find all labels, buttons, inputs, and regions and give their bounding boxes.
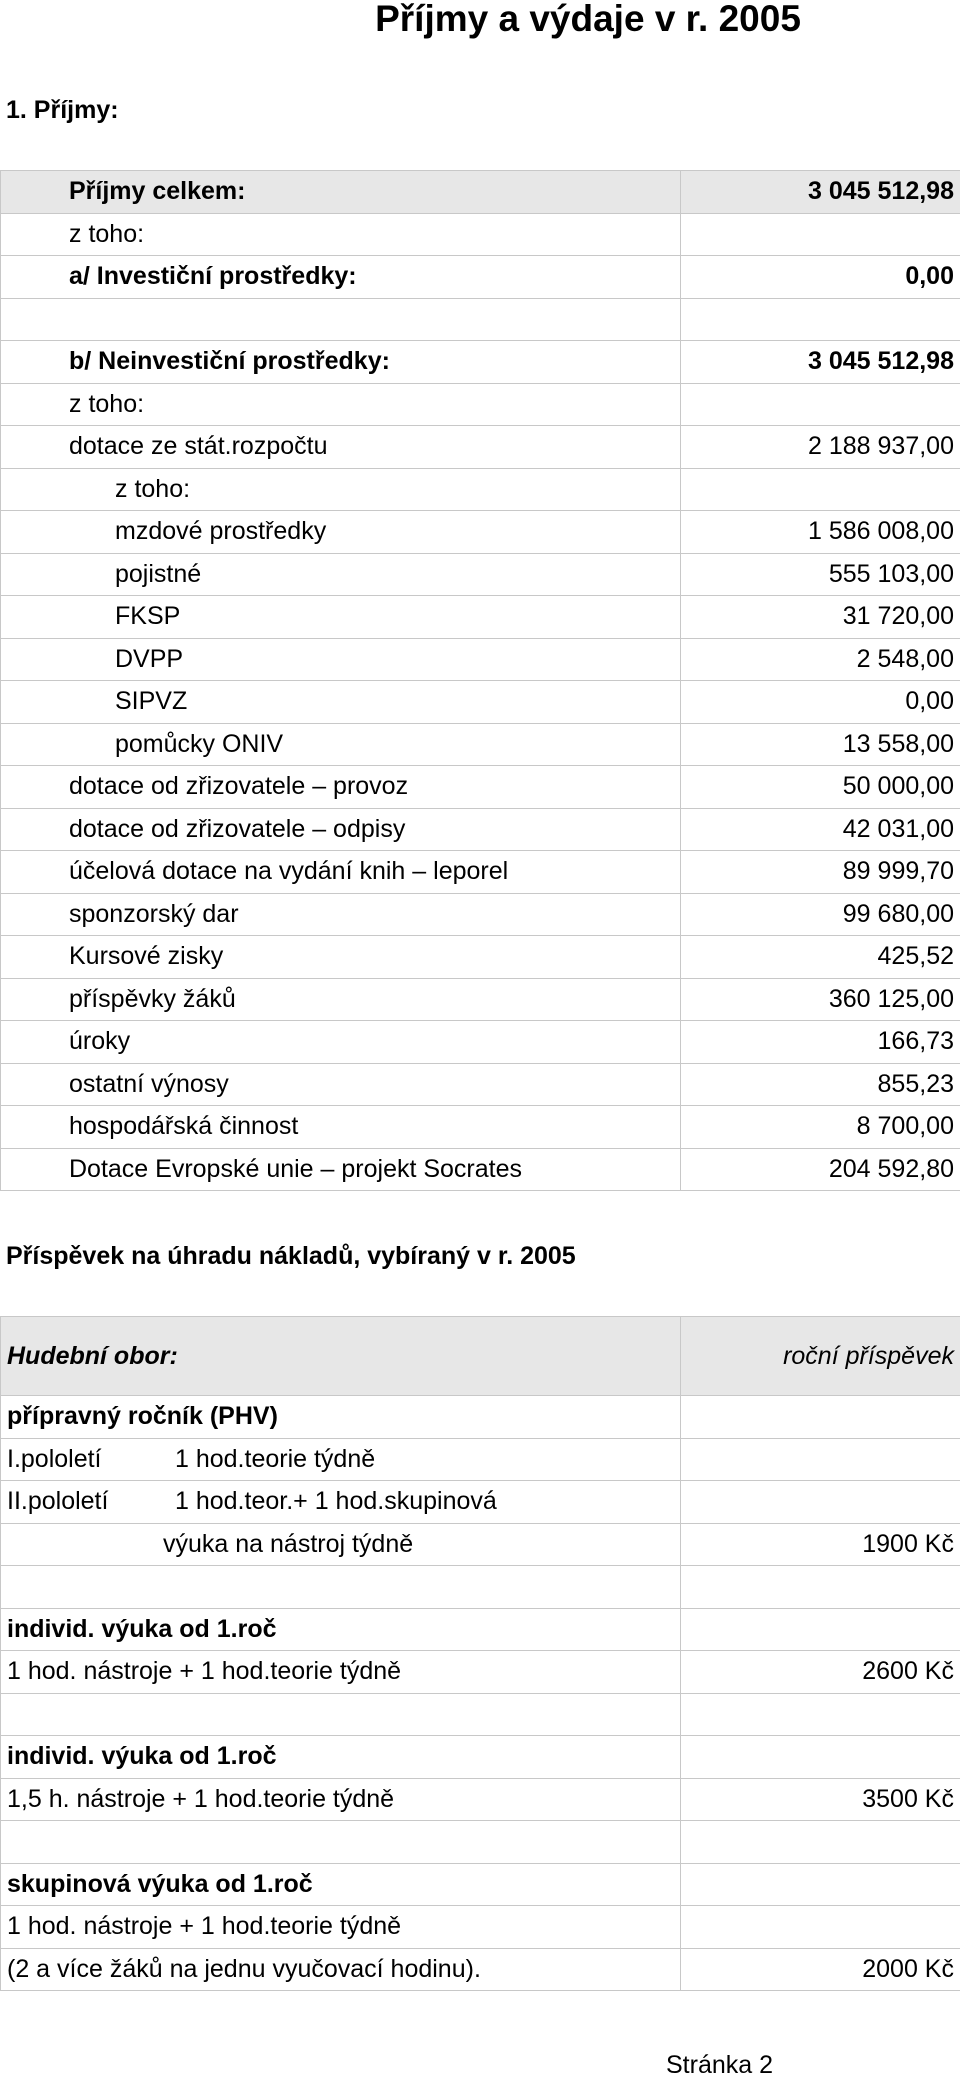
row-label: hospodářská činnost bbox=[1, 1106, 681, 1149]
row-value: 3 045 512,98 bbox=[681, 341, 960, 384]
row-label: 1,5 h. nástroje + 1 hod.teorie týdně bbox=[1, 1778, 681, 1821]
row-label: ostatní výnosy bbox=[1, 1063, 681, 1106]
income-section-heading: 1. Příjmy: bbox=[6, 90, 119, 130]
table-row bbox=[1, 298, 960, 341]
row-value: 2600 Kč bbox=[681, 1651, 960, 1694]
row-value: 42 031,00 bbox=[681, 808, 960, 851]
row-label: DVPP bbox=[1, 638, 681, 681]
table-row bbox=[1, 1608, 960, 1651]
table-row bbox=[1, 808, 960, 851]
row-value bbox=[681, 1821, 960, 1864]
lesson-description: 1 hod.teorie týdně bbox=[175, 1445, 375, 1473]
semester-label: II.pololetí bbox=[7, 1487, 175, 1516]
row-value: 2 548,00 bbox=[681, 638, 960, 681]
row-value: 31 720,00 bbox=[681, 596, 960, 639]
table-row bbox=[1, 723, 960, 766]
table-row bbox=[1, 1906, 960, 1949]
row-value bbox=[681, 383, 960, 426]
row-value: 425,52 bbox=[681, 936, 960, 979]
row-label: SIPVZ bbox=[1, 681, 681, 724]
row-label: individ. výuka od 1.roč bbox=[1, 1736, 681, 1779]
row-value: 2 188 937,00 bbox=[681, 426, 960, 469]
row-value bbox=[681, 1906, 960, 1949]
row-label: skupinová výuka od 1.roč bbox=[1, 1863, 681, 1906]
table-row bbox=[1, 426, 960, 469]
row-label: 1 hod. nástroje + 1 hod.teorie týdně bbox=[1, 1651, 681, 1694]
table-row bbox=[1, 766, 960, 809]
table-row bbox=[1, 511, 960, 554]
row-value bbox=[681, 468, 960, 511]
row-label: FKSP bbox=[1, 596, 681, 639]
table-row bbox=[1, 1481, 960, 1524]
row-value: 1900 Kč bbox=[681, 1523, 960, 1566]
table-row bbox=[1, 1821, 960, 1864]
table-row bbox=[1, 468, 960, 511]
table-row bbox=[1, 596, 960, 639]
table-row bbox=[1, 171, 960, 214]
row-label: pojistné bbox=[1, 553, 681, 596]
row-value: 3500 Kč bbox=[681, 1778, 960, 1821]
row-label: přípravný ročník (PHV) bbox=[1, 1396, 681, 1439]
row-value bbox=[681, 1566, 960, 1609]
table-row bbox=[1, 213, 960, 256]
row-value: 50 000,00 bbox=[681, 766, 960, 809]
table-row bbox=[1, 893, 960, 936]
row-label: sponzorský dar bbox=[1, 893, 681, 936]
row-label: účelová dotace na vydání knih – leporel bbox=[1, 851, 681, 894]
row-value: 204 592,80 bbox=[681, 1148, 960, 1191]
row-label bbox=[1, 298, 681, 341]
header-value: roční příspěvek bbox=[681, 1317, 960, 1396]
table-row bbox=[1, 1566, 960, 1609]
table-row bbox=[1, 1063, 960, 1106]
row-label: úroky bbox=[1, 1021, 681, 1064]
row-value: 89 999,70 bbox=[681, 851, 960, 894]
table-row bbox=[1, 936, 960, 979]
table-row bbox=[1, 1736, 960, 1779]
row-value: 360 125,00 bbox=[681, 978, 960, 1021]
header-label: Hudební obor: bbox=[1, 1317, 681, 1396]
table-row bbox=[1, 1148, 960, 1191]
row-value bbox=[681, 1438, 960, 1481]
table-row bbox=[1, 638, 960, 681]
table-row bbox=[1, 256, 960, 299]
lesson-description: výuka na nástroj týdně bbox=[163, 1530, 413, 1558]
row-label: Příjmy celkem: bbox=[1, 171, 681, 214]
row-value: 13 558,00 bbox=[681, 723, 960, 766]
row-label: příspěvky žáků bbox=[1, 978, 681, 1021]
row-label: z toho: bbox=[1, 213, 681, 256]
row-label bbox=[1, 1481, 681, 1524]
table-row bbox=[1, 1523, 960, 1566]
row-value: 0,00 bbox=[681, 681, 960, 724]
table-row bbox=[1, 681, 960, 724]
row-label: b/ Neinvestiční prostředky: bbox=[1, 341, 681, 384]
fee-table bbox=[0, 1316, 960, 1991]
table-row bbox=[1, 851, 960, 894]
row-label: z toho: bbox=[1, 468, 681, 511]
table-row bbox=[1, 383, 960, 426]
row-value bbox=[681, 213, 960, 256]
row-label: mzdové prostředky bbox=[1, 511, 681, 554]
lesson-description: 1 hod.teor.+ 1 hod.skupinová bbox=[175, 1487, 497, 1515]
table-row bbox=[1, 553, 960, 596]
row-value: 555 103,00 bbox=[681, 553, 960, 596]
row-label: 1 hod. nástroje + 1 hod.teorie týdně bbox=[1, 1906, 681, 1949]
table-row bbox=[1, 1438, 960, 1481]
fee-section-heading: Příspěvek na úhradu nákladů, vybíraný v r. 2005 bbox=[6, 1236, 576, 1276]
row-label: dotace ze stát.rozpočtu bbox=[1, 426, 681, 469]
row-value: 166,73 bbox=[681, 1021, 960, 1064]
row-value: 8 700,00 bbox=[681, 1106, 960, 1149]
row-label bbox=[1, 1438, 681, 1481]
row-label: dotace od zřizovatele – provoz bbox=[1, 766, 681, 809]
row-label: (2 a více žáků na jednu vyučovací hodinu). bbox=[1, 1948, 681, 1991]
income-table bbox=[0, 170, 960, 1191]
page-number: Stránka 2 bbox=[666, 2048, 773, 2082]
table-row bbox=[1, 978, 960, 1021]
page-title: Příjmy a výdaje v r. 2005 bbox=[0, 0, 960, 38]
row-label: dotace od zřizovatele – odpisy bbox=[1, 808, 681, 851]
row-value bbox=[681, 1693, 960, 1736]
table-row bbox=[1, 1106, 960, 1149]
row-value bbox=[681, 1396, 960, 1439]
row-label bbox=[1, 1693, 681, 1736]
row-value bbox=[681, 298, 960, 341]
table-row bbox=[1, 1396, 960, 1439]
table-header-row bbox=[1, 1317, 960, 1396]
table-row bbox=[1, 341, 960, 384]
row-value: 855,23 bbox=[681, 1063, 960, 1106]
row-label bbox=[1, 1566, 681, 1609]
row-label: Dotace Evropské unie – projekt Socrates bbox=[1, 1148, 681, 1191]
row-value: 0,00 bbox=[681, 256, 960, 299]
row-value: 99 680,00 bbox=[681, 893, 960, 936]
row-label: z toho: bbox=[1, 383, 681, 426]
table-row bbox=[1, 1863, 960, 1906]
table-row bbox=[1, 1021, 960, 1064]
row-value bbox=[681, 1736, 960, 1779]
row-value bbox=[681, 1608, 960, 1651]
table-row bbox=[1, 1651, 960, 1694]
row-label bbox=[1, 1821, 681, 1864]
table-row bbox=[1, 1778, 960, 1821]
row-value bbox=[681, 1481, 960, 1524]
row-label: a/ Investiční prostředky: bbox=[1, 256, 681, 299]
row-value: 1 586 008,00 bbox=[681, 511, 960, 554]
semester-label: I.pololetí bbox=[7, 1445, 175, 1474]
row-value: 2000 Kč bbox=[681, 1948, 960, 1991]
row-label: individ. výuka od 1.roč bbox=[1, 1608, 681, 1651]
row-label bbox=[1, 1523, 681, 1566]
table-row bbox=[1, 1948, 960, 1991]
table-row bbox=[1, 1693, 960, 1736]
row-value: 3 045 512,98 bbox=[681, 171, 960, 214]
row-label: pomůcky ONIV bbox=[1, 723, 681, 766]
row-value bbox=[681, 1863, 960, 1906]
row-label: Kursové zisky bbox=[1, 936, 681, 979]
